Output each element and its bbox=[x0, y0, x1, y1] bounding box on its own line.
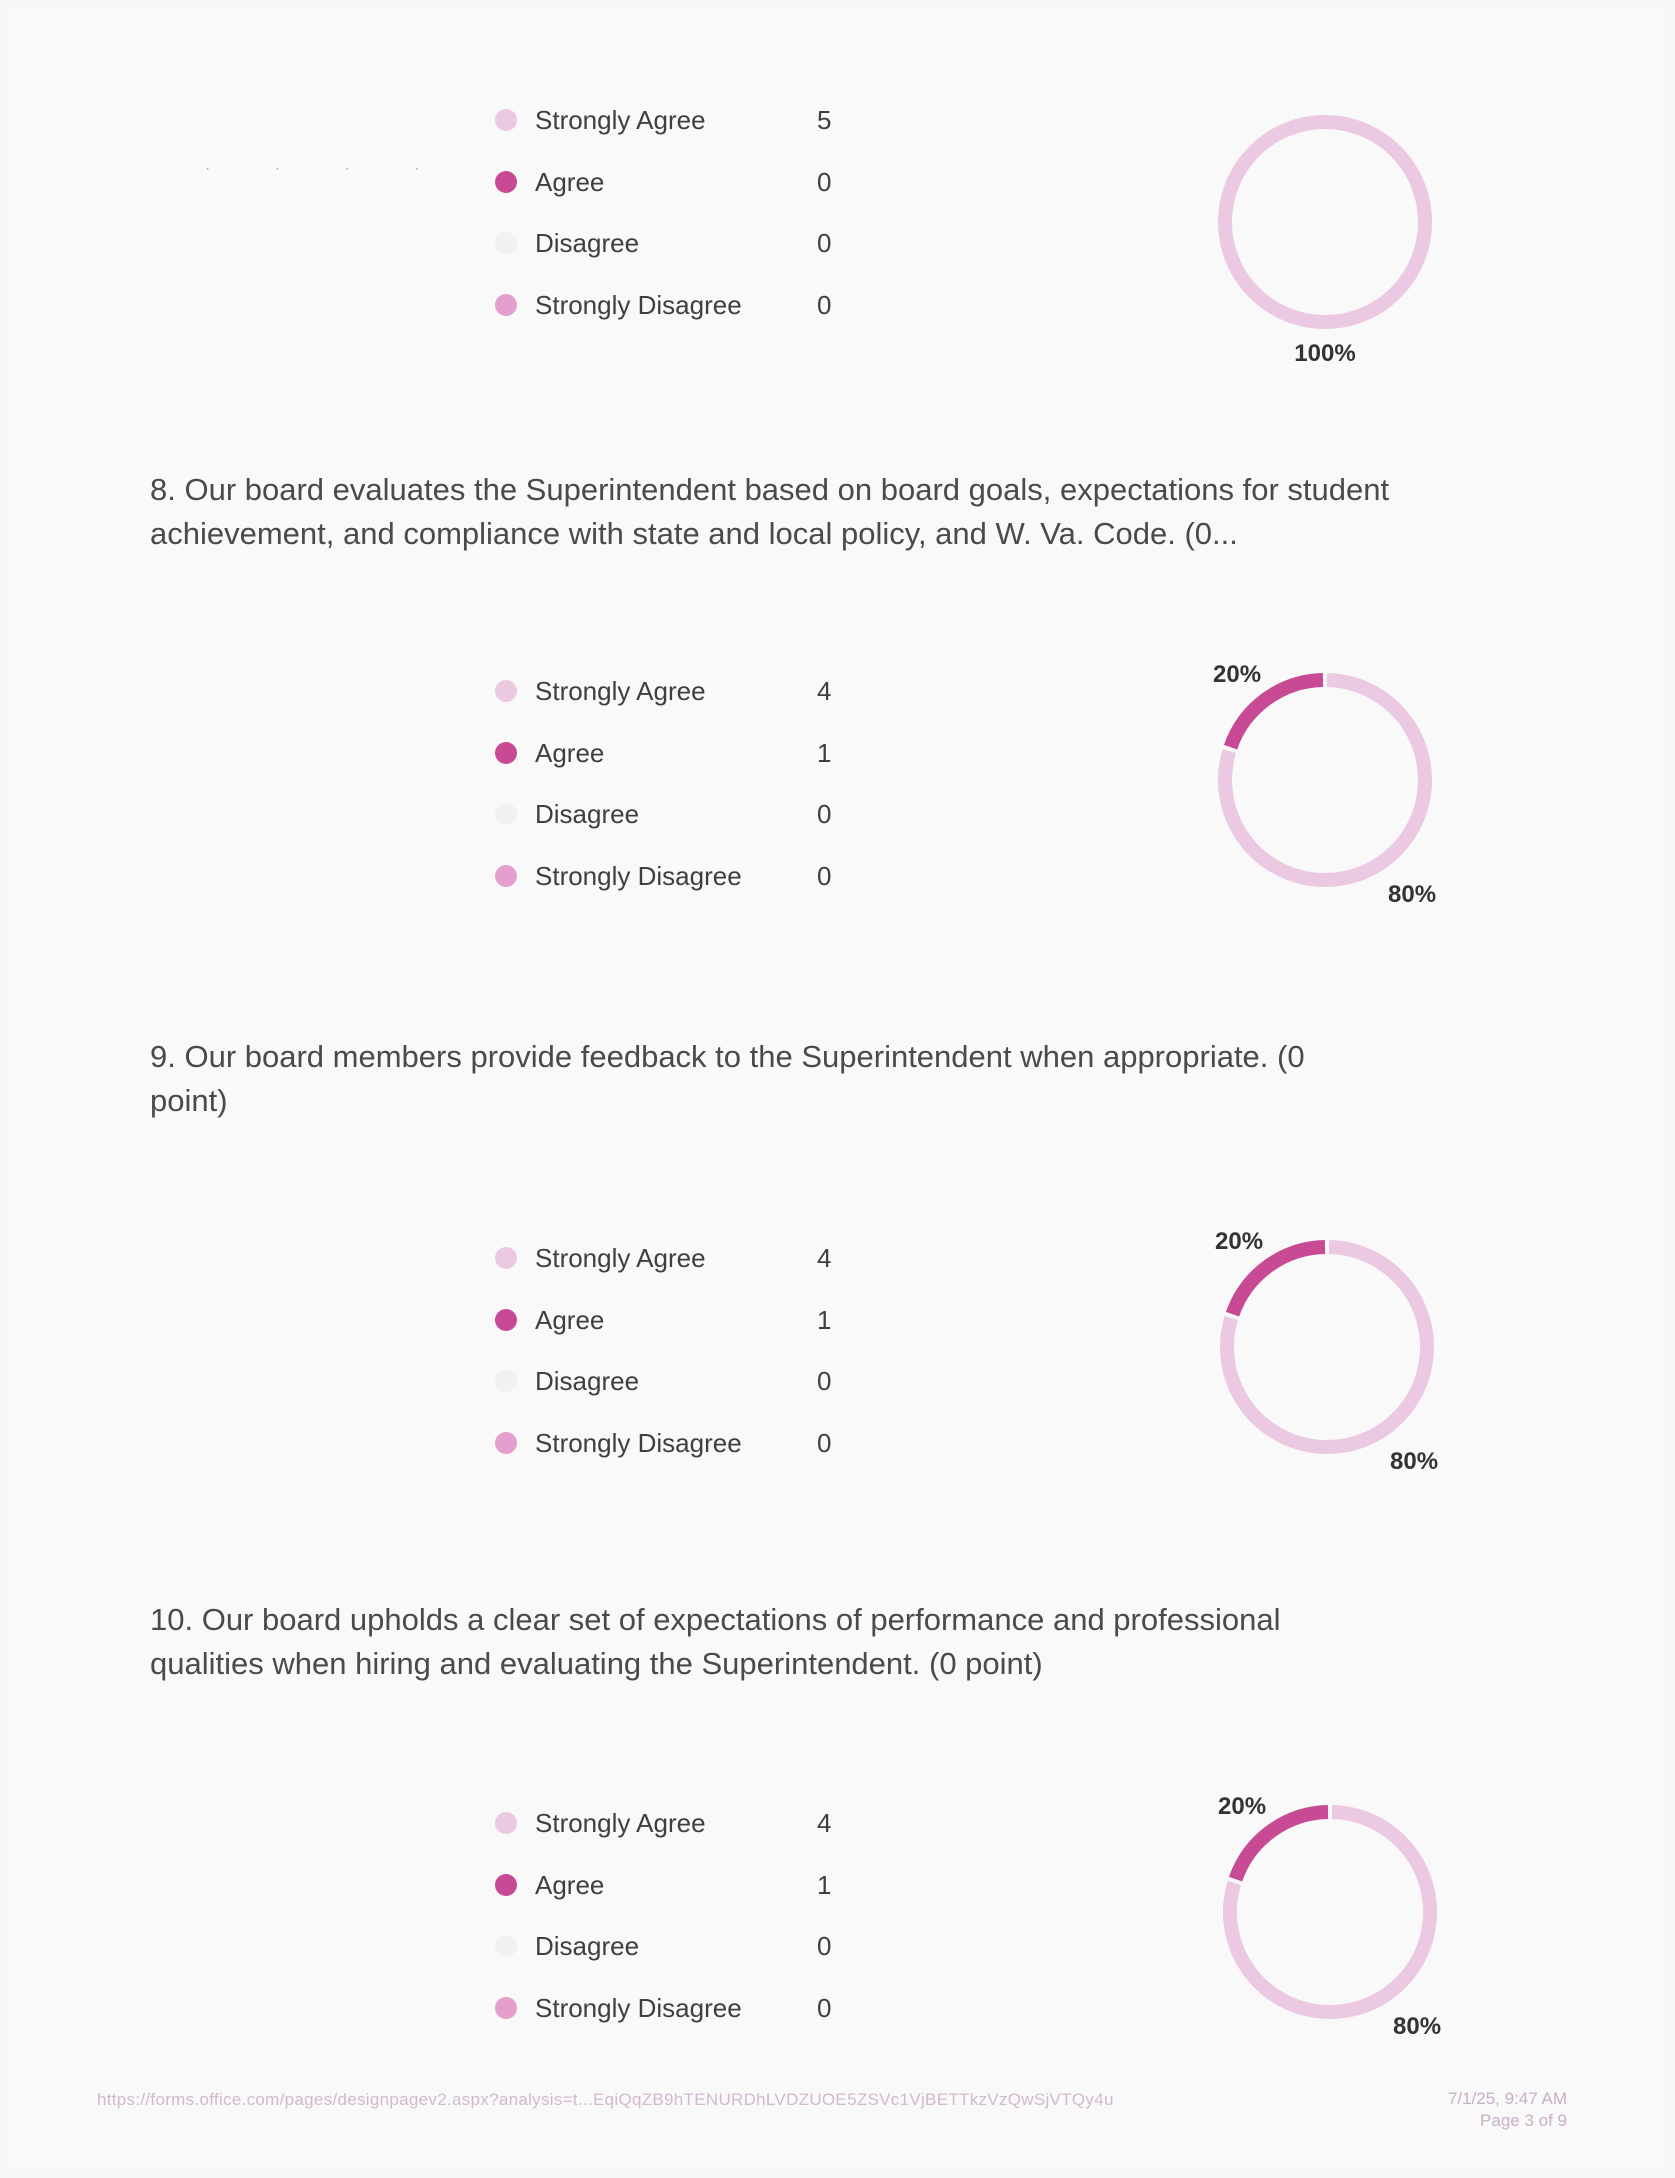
percent-label-minor: 20% bbox=[1215, 1228, 1264, 1255]
legend-label: Strongly Agree bbox=[535, 676, 706, 706]
slice-agree bbox=[1236, 1812, 1328, 1879]
scan-specks: · · · · bbox=[205, 160, 450, 177]
legend-label: Strongly Disagree bbox=[535, 1427, 742, 1458]
legend-label: Strongly Disagree bbox=[535, 289, 742, 320]
legend-count: 1 bbox=[817, 1304, 832, 1335]
percent-label-major: 80% bbox=[1388, 881, 1437, 908]
legend-count: 4 bbox=[817, 676, 832, 706]
legend-label: Agree bbox=[535, 166, 605, 197]
question-title: 8. Our board evaluates the Superintendent based on board goals, expectations for student achievement, and compliance with state and local policy, and W. Va. Code. (0... bbox=[150, 472, 1390, 551]
legend-count: 0 bbox=[817, 228, 832, 258]
footer-url: https://forms.office.com/pages/designpagev2.aspx?analysis=t...EqiQqZB9hTENURDhLVDZUOE5ZSVc1VjBETTkzVzQwSjVTQy4u bbox=[97, 2090, 1114, 2109]
legend-count: 4 bbox=[817, 1243, 832, 1273]
footer-page-number: Page 3 of 9 bbox=[1480, 2111, 1567, 2130]
percent-label-major: 80% bbox=[1390, 1448, 1439, 1475]
legend-count: 0 bbox=[817, 799, 832, 829]
question-title: 9. Our board members provide feedback to the Superintendent when appropriate. (0 point) bbox=[150, 1039, 1305, 1118]
footer-date-page bbox=[1375, 2088, 1567, 2132]
percent-label-major: 80% bbox=[1393, 2013, 1442, 2040]
legend-label: Disagree bbox=[535, 799, 640, 829]
legend-label: Strongly Agree bbox=[535, 1808, 706, 1838]
footer-date: 7/1/25, 9:47 AM bbox=[1447, 2089, 1567, 2108]
legend-label: Disagree bbox=[535, 1366, 640, 1396]
legend-count: 0 bbox=[817, 166, 832, 197]
legend-count: 1 bbox=[817, 1869, 832, 1900]
legend-label: Agree bbox=[535, 737, 605, 768]
legend-label: Strongly Disagree bbox=[535, 1992, 742, 2023]
legend-count: 0 bbox=[817, 1427, 832, 1458]
question-title: 10. Our board upholds a clear set of expectations of performance and professional qualities when hiring and evaluating the Superintendent. (0 point) bbox=[150, 1602, 1281, 1681]
legend-count: 0 bbox=[817, 1992, 832, 2023]
legend-label: Strongly Agree bbox=[535, 105, 706, 135]
legend-label: Strongly Agree bbox=[535, 1243, 706, 1273]
legend-count: 0 bbox=[817, 1366, 832, 1396]
legend-label: Agree bbox=[535, 1304, 605, 1335]
percent-label-minor: 20% bbox=[1218, 1793, 1267, 1820]
legend-label: Strongly Disagree bbox=[535, 860, 742, 891]
percent-label-minor: 20% bbox=[1213, 661, 1262, 688]
percent-label-major: 100% bbox=[1294, 340, 1356, 367]
legend-count: 0 bbox=[817, 289, 832, 320]
legend-count: 0 bbox=[817, 1931, 832, 1961]
legend-label: Disagree bbox=[535, 228, 640, 258]
legend-count: 5 bbox=[817, 105, 832, 135]
legend-count: 4 bbox=[817, 1808, 832, 1838]
legend-label: Agree bbox=[535, 1869, 605, 1900]
legend-count: 1 bbox=[817, 737, 832, 768]
legend-count: 0 bbox=[817, 860, 832, 891]
legend-label: Disagree bbox=[535, 1931, 640, 1961]
